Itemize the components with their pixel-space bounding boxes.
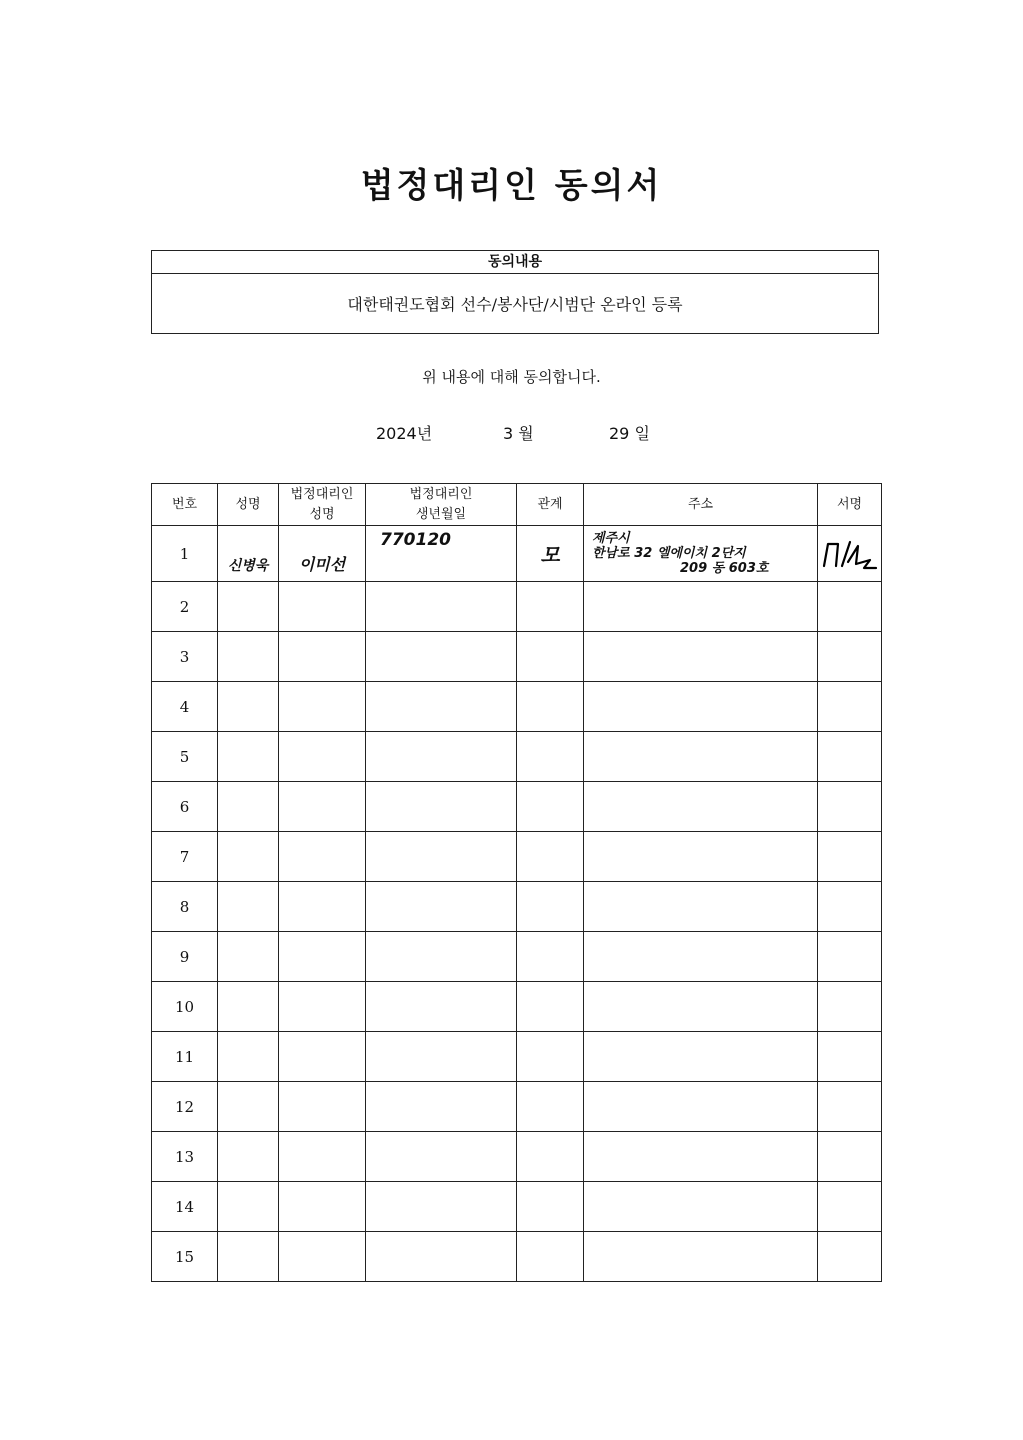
cell-guardian-birth: [366, 632, 517, 682]
cell-relation: [517, 1082, 584, 1132]
header-guardian-name-line1: 법정대리인: [290, 486, 354, 502]
table-row: [152, 832, 882, 882]
cell-relation: [517, 882, 584, 932]
cell-no: 5: [152, 732, 218, 782]
cell-signature: [818, 526, 882, 582]
table-row: [152, 1082, 882, 1132]
cell-address: [584, 782, 818, 832]
cell-name: [218, 1232, 279, 1282]
header-signature: 서명: [818, 484, 882, 526]
cell-no: 7: [152, 832, 218, 882]
cell-signature: [818, 1082, 882, 1132]
cell-address: [584, 632, 818, 682]
cell-no: 3: [152, 632, 218, 682]
cell-address-handwritten: [584, 526, 818, 582]
cell-no: 9: [152, 932, 218, 982]
cell-guardian-birth: [366, 782, 517, 832]
cell-name: [218, 782, 279, 832]
cell-name: [218, 682, 279, 732]
table-row: [152, 882, 882, 932]
cell-address: [584, 882, 818, 932]
cell-name: [218, 1182, 279, 1232]
table-row: [152, 1182, 882, 1232]
cell-address: [584, 832, 818, 882]
cell-signature: [818, 1132, 882, 1182]
cell-guardian-birth: [366, 582, 517, 632]
cell-guardian-name: [279, 632, 366, 682]
cell-guardian-birth: [366, 882, 517, 932]
table-row: [152, 526, 882, 582]
consent-content-box: [151, 250, 879, 334]
cell-guardian-birth: [366, 832, 517, 882]
cell-name: [218, 1032, 279, 1082]
cell-guardian-name: [279, 1232, 366, 1282]
cell-address: [584, 682, 818, 732]
table-row: [152, 582, 882, 632]
cell-no: 11: [152, 1032, 218, 1082]
cell-address: [584, 932, 818, 982]
cell-relation: [517, 582, 584, 632]
cell-signature: [818, 732, 882, 782]
cell-relation: [517, 682, 584, 732]
cell-no: 8: [152, 882, 218, 932]
cell-signature: [818, 582, 882, 632]
cell-guardian-birth: [366, 1232, 517, 1282]
cell-address: [584, 1232, 818, 1282]
address-line-1: 제주시: [592, 531, 630, 546]
header-guardian-birth: [366, 484, 517, 526]
cell-guardian-name: [279, 782, 366, 832]
cell-name: [218, 932, 279, 982]
cell-relation: [517, 932, 584, 982]
cell-guardian-birth: [366, 1082, 517, 1132]
date-year: 2024년: [376, 424, 433, 443]
consent-content-header: 동의내용: [152, 251, 878, 274]
cell-relation: [517, 632, 584, 682]
cell-name: [218, 1132, 279, 1182]
cell-address: [584, 582, 818, 632]
cell-address: [584, 1032, 818, 1082]
cell-no: 14: [152, 1182, 218, 1232]
cell-name: [218, 1082, 279, 1132]
cell-guardian-birth: [366, 732, 517, 782]
table-row: [152, 782, 882, 832]
cell-guardian-birth: [366, 1032, 517, 1082]
cell-no: 15: [152, 1232, 218, 1282]
cell-name: [218, 982, 279, 1032]
date-month: 3 월: [503, 424, 534, 443]
cell-name: [218, 732, 279, 782]
cell-name: [218, 832, 279, 882]
cell-guardian-name: [279, 1132, 366, 1182]
cell-signature: [818, 1032, 882, 1082]
cell-no: 6: [152, 782, 218, 832]
table-row: [152, 982, 882, 1032]
cell-signature: [818, 982, 882, 1032]
cell-address: [584, 732, 818, 782]
header-address: 주소: [584, 484, 818, 526]
cell-guardian-birth: [366, 982, 517, 1032]
consent-content-body: 대한태권도협회 선수/봉사단/시범단 온라인 등록: [347, 295, 683, 314]
cell-relation: [517, 732, 584, 782]
cell-name-handwritten: 신병욱: [218, 526, 279, 582]
cell-guardian-name: [279, 1082, 366, 1132]
cell-guardian-name: [279, 582, 366, 632]
cell-name: [218, 882, 279, 932]
cell-no: 1: [152, 526, 218, 582]
cell-guardian-name-handwritten: 이미선: [279, 526, 366, 582]
agree-statement: 위 내용에 대해 동의합니다.: [422, 368, 601, 386]
cell-guardian-name: [279, 1032, 366, 1082]
table-row: [152, 932, 882, 982]
cell-signature: [818, 632, 882, 682]
cell-relation: [517, 1132, 584, 1182]
handwritten-signature-mark: [818, 532, 880, 576]
header-guardian-birth-line2: 생년월일: [415, 506, 467, 522]
cell-guardian-birth: [366, 682, 517, 732]
cell-guardian-name: [279, 1182, 366, 1232]
cell-guardian-birth-handwritten: 770120: [366, 526, 517, 582]
cell-signature: [818, 932, 882, 982]
cell-name: [218, 582, 279, 632]
cell-signature: [818, 1232, 882, 1282]
cell-signature: [818, 1182, 882, 1232]
address-line-2: 한남로 32 엘에이치 2단지: [592, 546, 746, 561]
cell-address: [584, 1182, 818, 1232]
cell-guardian-name: [279, 732, 366, 782]
header-guardian-name-line2: 성명: [309, 506, 335, 522]
cell-signature: [818, 682, 882, 732]
cell-guardian-name: [279, 932, 366, 982]
cell-relation: [517, 1032, 584, 1082]
cell-no: 4: [152, 682, 218, 732]
cell-guardian-birth: [366, 1132, 517, 1182]
address-line-3: 209 동 603호: [680, 561, 769, 576]
header-guardian-name: [279, 484, 366, 526]
cell-guardian-birth: [366, 1182, 517, 1232]
table-row: [152, 1232, 882, 1282]
table-row: [152, 632, 882, 682]
table-row: [152, 682, 882, 732]
date-day: 29 일: [609, 424, 650, 443]
cell-guardian-name: [279, 882, 366, 932]
cell-relation: [517, 1182, 584, 1232]
cell-relation: [517, 832, 584, 882]
cell-signature: [818, 832, 882, 882]
cell-no: 13: [152, 1132, 218, 1182]
cell-name: [218, 632, 279, 682]
cell-relation-handwritten: 모: [517, 526, 584, 582]
table-row: [152, 1132, 882, 1182]
guardian-roster-table: [151, 483, 882, 1282]
cell-signature: [818, 782, 882, 832]
cell-relation: [517, 982, 584, 1032]
cell-address: [584, 982, 818, 1032]
header-guardian-birth-line1: 법정대리인: [409, 486, 473, 502]
header-relation: 관계: [517, 484, 584, 526]
cell-no: 10: [152, 982, 218, 1032]
cell-no: 12: [152, 1082, 218, 1132]
cell-no: 2: [152, 582, 218, 632]
cell-relation: [517, 782, 584, 832]
cell-relation: [517, 1232, 584, 1282]
cell-guardian-name: [279, 982, 366, 1032]
cell-signature: [818, 882, 882, 932]
cell-guardian-name: [279, 832, 366, 882]
table-row: [152, 732, 882, 782]
table-row: [152, 1032, 882, 1082]
table-header-row: [152, 484, 882, 526]
cell-guardian-name: [279, 682, 366, 732]
document-title: 법정대리인 동의서: [360, 166, 663, 206]
header-no: 번호: [152, 484, 218, 526]
cell-guardian-birth: [366, 932, 517, 982]
header-name: 성명: [218, 484, 279, 526]
cell-address: [584, 1132, 818, 1182]
cell-address: [584, 1082, 818, 1132]
